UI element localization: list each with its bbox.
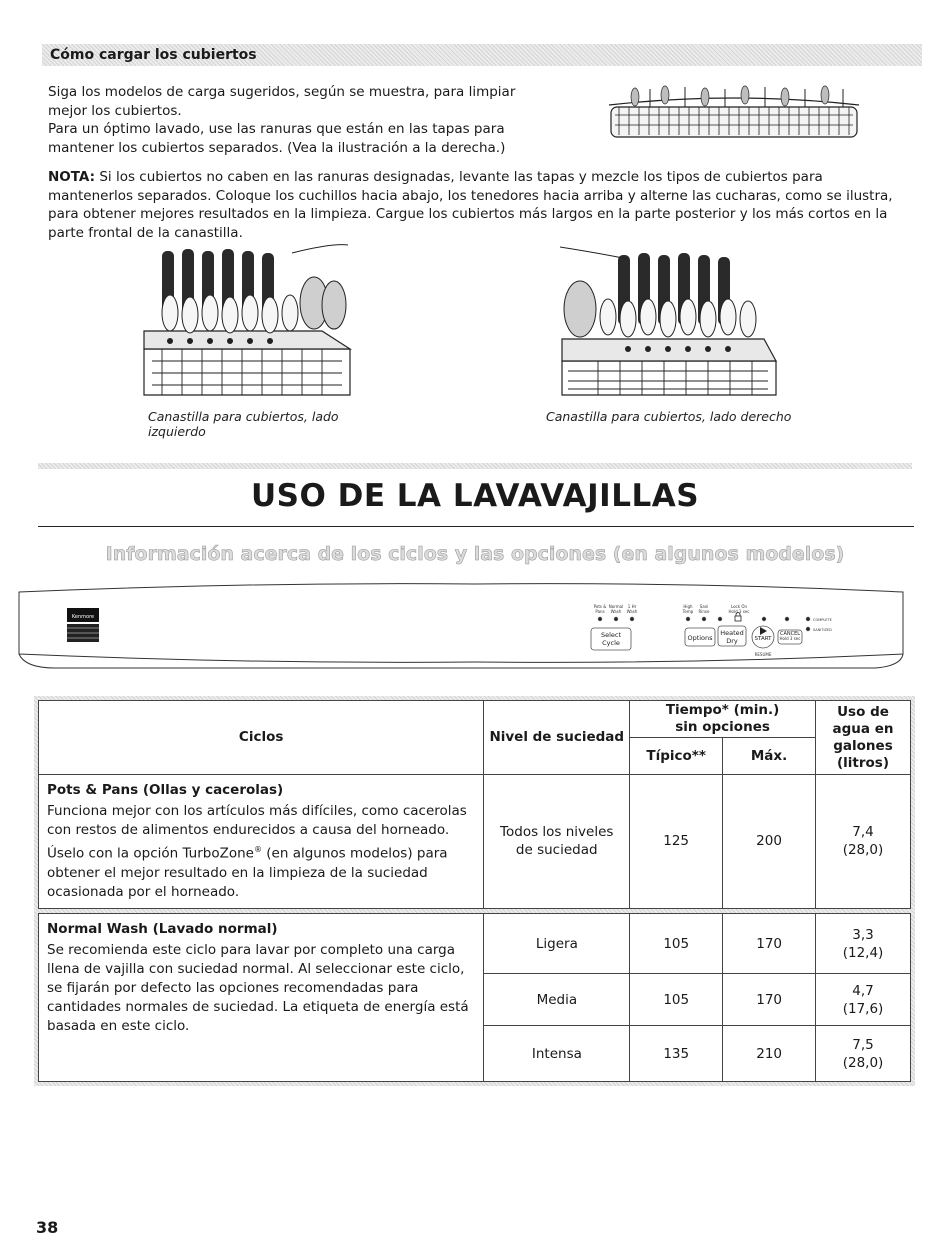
registered-mark: ® (253, 845, 262, 854)
silverware-basket-right-illustration (558, 243, 780, 400)
section-heading: Cómo cargar los cubiertos (50, 47, 257, 63)
pots-desc-1: Funciona mejor con los artículos más difíciles, como cacerolas con restos de alimentos endurecidos a causa del horneado. Úselo con la opción TurboZone (47, 803, 467, 862)
cycle-label-wash-2: Wash (626, 609, 638, 614)
cancel-button: CANCEL (779, 631, 801, 637)
page-title: USO DE LA LAVAVAJILLAS (250, 478, 700, 514)
heated-dry-line2: Dry (726, 637, 738, 645)
normal-agua-gal-2: 7,5 (852, 1036, 874, 1053)
normal-tipico-2: 135 (630, 1026, 723, 1082)
pots-agua-gal: 7,4 (852, 824, 874, 841)
normal-agua-1 (816, 974, 911, 1026)
normal-max-0: 170 (723, 914, 816, 974)
table-row-normal-ligera (39, 914, 911, 974)
cycle-label-wash: Wash (610, 609, 622, 614)
note-paragraph (48, 168, 912, 242)
title-rule (38, 526, 914, 527)
normal-title: Normal Wash (Lavado normal) (47, 921, 278, 937)
header-ciclos: Ciclos (39, 701, 484, 775)
status-sanitized: SANITIZED (813, 628, 832, 632)
caption-right: Canastilla para cubiertos, lado derecho (546, 409, 792, 424)
normal-agua-gal-0: 3,3 (852, 926, 874, 943)
note-text: Si los cubiertos no caben en las ranuras designadas, levante las tapas y mezcle los tipos de cubiertos para mantenerlos separados. Coloque los cuchillos hacia abajo, los tenedores hacia arriba y alterne las cucharas, como se ilustra, para obtener mejores resultados en la limpieza. Cargue los cubiertos más largos en la parte posterior y los más cortos en la parte frontal de la canastilla. (48, 169, 893, 241)
control-panel-illustration (15, 580, 935, 672)
normal-description-cell (39, 914, 484, 1082)
subtitle: Información acerca de los ciclos y las opciones (en algunos modelos) (105, 543, 845, 565)
pots-nivel: Todos los niveles de suciedad (484, 775, 630, 909)
section-separator (38, 463, 912, 469)
normal-tipico-0: 105 (630, 914, 723, 974)
pots-max: 200 (723, 775, 816, 909)
option-label-temp: Temp (682, 609, 694, 614)
cycle-label-pans: Pans (595, 609, 605, 614)
header-tipico: Típico** (630, 738, 723, 775)
resume-label: RESUME (754, 652, 772, 657)
cycles-table-2 (34, 909, 915, 1086)
intro-paragraph-2: Para un óptimo lavado, use las ranuras que están en las tapas para mantener los cubiertos separados. (Vea la ilustración a la derecha.) (48, 121, 506, 156)
heated-dry-line1: Heated (720, 629, 744, 637)
pots-agua (815, 775, 910, 909)
option-label-hold: Hold 3 sec (728, 609, 750, 614)
pots-agua-l: (28,0) (842, 842, 884, 859)
header-max: Máx. (723, 738, 816, 775)
kenmore-logo (67, 608, 99, 642)
pots-tipico: 125 (630, 775, 723, 909)
normal-agua-l-1: (17,6) (842, 1000, 884, 1017)
start-button: START (754, 636, 772, 642)
pots-title: Pots & Pans (Ollas y cacerolas) (47, 782, 284, 798)
pots-desc-2: (en algunos modelos) para obtener el mejor resultado en la limpieza de la suciedad ocasionada por el horneado. (47, 845, 448, 900)
status-complete: COMPLETE (813, 618, 832, 622)
cancel-hold-label: Hold 3 sec (779, 636, 801, 641)
header-tiempo (630, 701, 816, 738)
silverware-basket-top-illustration (605, 85, 863, 147)
cycle-label-pots: Pots & (593, 604, 607, 609)
option-label-high: High (683, 604, 693, 609)
intro-paragraph-1: Siga los modelos de carga sugeridos, según se muestra, para limpiar mejor los cubiertos. (48, 84, 516, 119)
header-nivel: Nivel de suciedad (484, 701, 630, 775)
option-label-sani: Sani (699, 604, 709, 609)
caption-left: Canastilla para cubiertos, lado izquierdo (148, 409, 339, 439)
select-button-line1: Select (600, 631, 622, 639)
select-button-line2: Cycle (602, 639, 620, 647)
options-button: Options (687, 634, 713, 642)
normal-agua-l-0: (12,4) (842, 944, 884, 961)
normal-desc: Se recomienda este ciclo para lavar por completo una carga llena de vajilla con suciedad normal. Al seleccionar este ciclo, se fijarán por defecto las opciones recomendadas para cantidades normales de suciedad. La etiqueta de energía está basada en este ciclo. (47, 942, 469, 1034)
normal-max-2: 210 (723, 1026, 816, 1082)
normal-agua-gal-1: 4,7 (852, 982, 874, 999)
normal-agua-2 (816, 1026, 911, 1082)
normal-nivel-2: Intensa (484, 1026, 630, 1082)
option-label-rinse: Rinse (698, 609, 710, 614)
option-label-lock: Lock On (730, 604, 748, 609)
header-tiempo-label: Tiempo* (min.) (665, 702, 780, 718)
table-row-pots (39, 775, 911, 909)
pots-description-cell (39, 775, 484, 909)
note-label: NOTA: (48, 169, 96, 185)
normal-agua-0 (816, 914, 911, 974)
section-heading-bar (42, 44, 922, 66)
normal-nivel-0: Ligera (484, 914, 630, 974)
cycles-table-1 (34, 696, 915, 913)
normal-tipico-1: 105 (630, 974, 723, 1026)
header-agua: Uso de agua en galones (litros) (815, 701, 910, 775)
brand-name: Kenmore (71, 614, 95, 620)
silverware-basket-left-illustration (142, 243, 354, 400)
page-number: 38 (36, 1218, 59, 1237)
normal-nivel-1: Media (484, 974, 630, 1026)
cycle-label-normal: Normal (608, 604, 624, 609)
cycle-label-1hr: 1 Hr (627, 604, 637, 609)
normal-agua-l-2: (28,0) (842, 1054, 884, 1071)
intro-text (48, 83, 518, 157)
normal-max-1: 170 (723, 974, 816, 1026)
header-sin-opciones: sin opciones (675, 719, 770, 735)
